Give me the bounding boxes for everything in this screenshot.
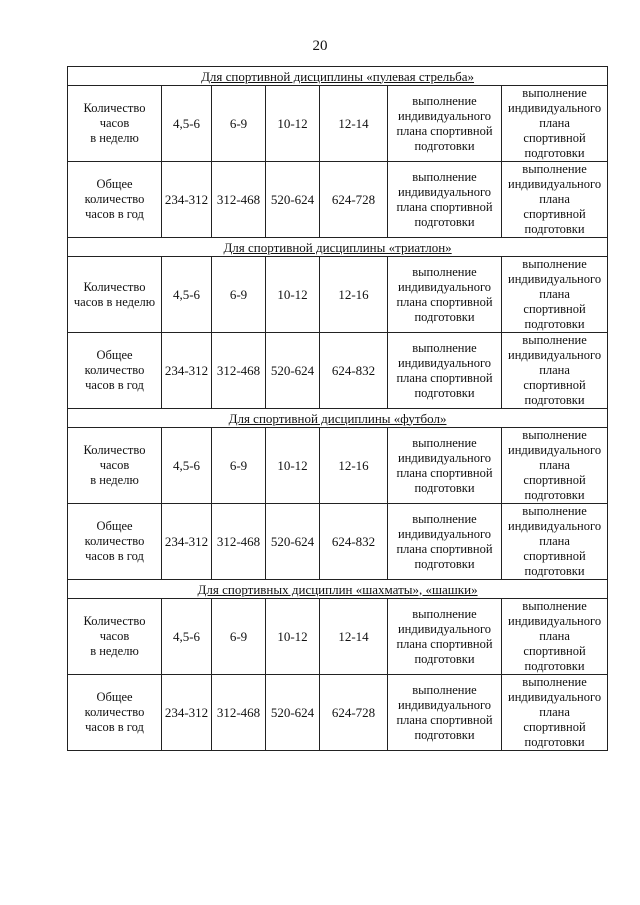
value-cell: 520-624 [266, 333, 320, 409]
value-cell: 234-312 [162, 162, 212, 238]
value-cell: 312-468 [212, 162, 266, 238]
table-row [68, 257, 608, 333]
value-cell: 4,5-6 [162, 257, 212, 333]
value-cell: 6-9 [212, 599, 266, 675]
value-cell: 10-12 [266, 86, 320, 162]
table-row [68, 599, 608, 675]
section-header [68, 67, 608, 86]
value-cell: 234-312 [162, 675, 212, 751]
value-cell: 6-9 [212, 428, 266, 504]
row-label: Общее количество часов в год [68, 162, 162, 238]
note-cell: выполнение индивидуального плана спортивной подготовки [388, 333, 502, 409]
value-cell: 624-728 [320, 675, 388, 751]
value-cell: 10-12 [266, 428, 320, 504]
note-cell: выполнение индивидуального плана спортивной подготовки [388, 428, 502, 504]
value-cell: 624-832 [320, 504, 388, 580]
table-row [68, 333, 608, 409]
note-cell: выполнение индивидуального плана спортивной подготовки [388, 162, 502, 238]
value-cell: 12-16 [320, 257, 388, 333]
section-header [68, 238, 608, 257]
note-cell: выполнение индивидуального плана спортивной подготовки [502, 257, 608, 333]
page-number: 20 [312, 38, 328, 54]
value-cell: 4,5-6 [162, 599, 212, 675]
table-row [68, 504, 608, 580]
value-cell: 234-312 [162, 504, 212, 580]
note-cell: выполнение индивидуального плана спортивной подготовки [502, 86, 608, 162]
value-cell: 4,5-6 [162, 86, 212, 162]
value-cell: 312-468 [212, 333, 266, 409]
table-row [68, 86, 608, 162]
row-label: Общее количество часов в год [68, 333, 162, 409]
table-row [68, 675, 608, 751]
value-cell: 10-12 [266, 257, 320, 333]
note-cell: выполнение индивидуального плана спортивной подготовки [388, 675, 502, 751]
section-title: Для спортивных дисциплин «шахматы», «шашки» [68, 580, 608, 599]
training-hours-table [67, 66, 608, 751]
section-title: Для спортивной дисциплины «футбол» [68, 409, 608, 428]
note-cell: выполнение индивидуального плана спортивной подготовки [502, 504, 608, 580]
note-cell: выполнение индивидуального плана спортивной подготовки [502, 428, 608, 504]
note-cell: выполнение индивидуального плана спортивной подготовки [502, 675, 608, 751]
row-label: Общее количество часов в год [68, 675, 162, 751]
value-cell: 10-12 [266, 599, 320, 675]
value-cell: 520-624 [266, 675, 320, 751]
note-cell: выполнение индивидуального плана спортивной подготовки [502, 599, 608, 675]
note-cell: выполнение индивидуального плана спортивной подготовки [388, 599, 502, 675]
value-cell: 12-14 [320, 86, 388, 162]
note-cell: выполнение индивидуального плана спортивной подготовки [388, 257, 502, 333]
value-cell: 6-9 [212, 257, 266, 333]
table-row [68, 162, 608, 238]
value-cell: 312-468 [212, 675, 266, 751]
row-label: Количество часов в неделю [68, 86, 162, 162]
value-cell: 520-624 [266, 162, 320, 238]
section-title: Для спортивной дисциплины «триатлон» [68, 238, 608, 257]
value-cell: 624-832 [320, 333, 388, 409]
note-cell: выполнение индивидуального плана спортивной подготовки [388, 504, 502, 580]
note-cell: выполнение индивидуального плана спортивной подготовки [388, 86, 502, 162]
value-cell: 520-624 [266, 504, 320, 580]
value-cell: 234-312 [162, 333, 212, 409]
note-cell: выполнение индивидуального плана спортивной подготовки [502, 333, 608, 409]
row-label: Количество часов в неделю [68, 428, 162, 504]
value-cell: 12-16 [320, 428, 388, 504]
row-label: Количество часов в неделю [68, 599, 162, 675]
value-cell: 4,5-6 [162, 428, 212, 504]
row-label: Количество часов в неделю [68, 257, 162, 333]
section-header [68, 409, 608, 428]
value-cell: 624-728 [320, 162, 388, 238]
note-cell: выполнение индивидуального плана спортивной подготовки [502, 162, 608, 238]
section-title: Для спортивной дисциплины «пулевая стрельба» [68, 67, 608, 86]
row-label: Общее количество часов в год [68, 504, 162, 580]
value-cell: 6-9 [212, 86, 266, 162]
value-cell: 312-468 [212, 504, 266, 580]
value-cell: 12-14 [320, 599, 388, 675]
section-header [68, 580, 608, 599]
table-row [68, 428, 608, 504]
